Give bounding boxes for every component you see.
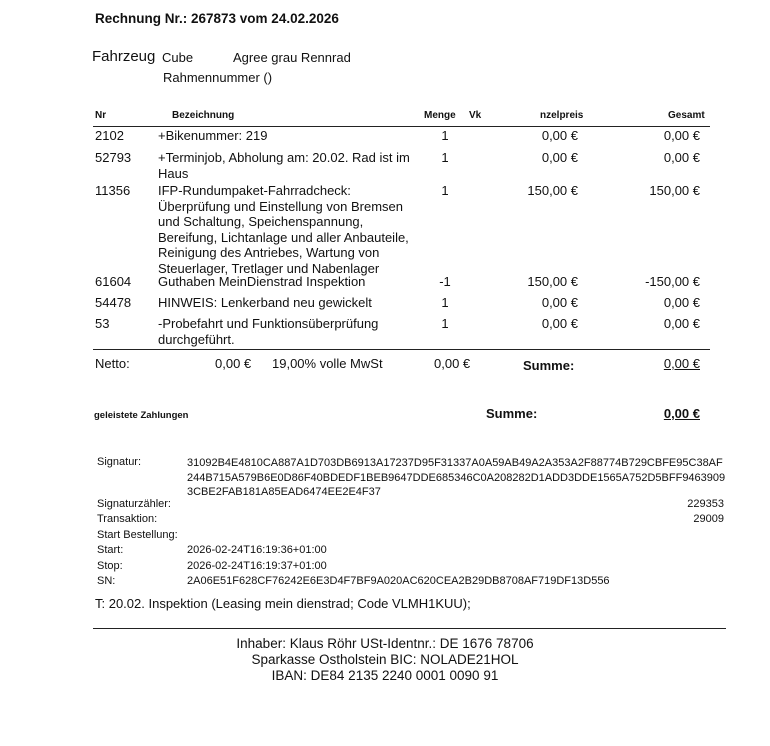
col-header-nr: Nr: [95, 110, 107, 121]
footer-divider: [93, 628, 726, 629]
row-nr: 53: [95, 316, 110, 331]
row-price: 0,00 €: [541, 295, 578, 310]
order-start-label: Start Bestellung:: [97, 529, 178, 541]
netto-value: 0,00 €: [215, 356, 252, 371]
col-header-total: Gesamt: [668, 110, 705, 121]
sn-value: 2A06E51F628CF76242E6E3D4F7BF9A020AC620CEA2B29DB8708AF719DF13D556: [187, 575, 610, 587]
row-nr: 11356: [95, 183, 131, 198]
row-total: 0,00 €: [663, 150, 700, 165]
row-price: 0,00 €: [541, 316, 578, 331]
row-qty: 1: [441, 295, 449, 310]
tax-value: 0,00 €: [434, 356, 471, 371]
row-nr: 52793: [95, 150, 132, 165]
footer-bank: Sparkasse Ostholstein BIC: NOLADE21HOL: [251, 652, 519, 667]
signature-counter-label: Signaturzähler:: [97, 498, 171, 510]
row-price: 150,00 €: [527, 183, 578, 198]
row-qty: -1: [439, 274, 451, 289]
row-price: 0,00 €: [541, 128, 578, 143]
vehicle-label: Fahrzeug: [92, 48, 156, 65]
transaction-label: Transaktion:: [97, 513, 158, 525]
vehicle-model: Agree grau Rennrad: [233, 50, 351, 65]
sum-label: Summe:: [523, 358, 575, 373]
row-nr: 61604: [95, 274, 132, 289]
row-desc: +Terminjob, Abholung am: 20.02. Rad ist im Haus: [158, 150, 410, 181]
footer-iban: IBAN: DE84 2135 2240 0001 0090 91: [271, 668, 499, 683]
row-desc: IFP-Rundumpaket-Fahrradcheck: Überprüfung und Einstellung von Bremsen und Schaltung, Speichenspannung, Bereifung, Lichtanlage und aller Anbauteile, Reinigung des Antriebes, Wartung von Steuerlager, Tretlager und Nabenlager: [158, 183, 409, 276]
col-header-desc: Bezeichnung: [172, 110, 235, 121]
col-header-qty: Menge: [424, 110, 456, 121]
start-label: Start:: [97, 544, 124, 556]
payments-sum-label: Summe:: [486, 406, 538, 421]
row-qty: 1: [441, 150, 449, 165]
sum-value: 0,00 €: [663, 356, 700, 371]
col-header-price: nzelpreis: [540, 110, 584, 121]
row-desc: HINWEIS: Lenkerband neu gewickelt: [158, 295, 372, 310]
row-desc: -Probefahrt und Funktionsüberprüfung durchgeführt.: [158, 316, 379, 347]
row-nr: 2102: [95, 128, 124, 143]
vehicle-frame-number: Rahmennummer (): [163, 70, 273, 85]
transaction-value: 29009: [693, 513, 724, 525]
sn-label: SN:: [97, 575, 116, 587]
signature-counter-value: 229353: [687, 498, 724, 510]
row-total: 150,00 €: [649, 183, 700, 198]
start-value: 2026-02-24T16:19:36+01:00: [187, 544, 327, 556]
stop-label: Stop:: [97, 560, 123, 572]
row-qty: 1: [441, 128, 449, 143]
invoice-title: Rechnung Nr.: 267873 vom 24.02.2026: [95, 11, 339, 26]
row-qty: 1: [441, 316, 449, 331]
leasing-note: T: 20.02. Inspektion (Leasing mein dienstrad; Code VLMH1KUU);: [95, 596, 471, 611]
row-total: -150,00 €: [645, 274, 700, 289]
payments-sum-value: 0,00 €: [663, 406, 700, 421]
row-nr: 54478: [95, 295, 132, 310]
footer-owner: Inhaber: Klaus Röhr USt-Identnr.: DE 1676 78706: [236, 636, 534, 651]
row-desc: +Bikenummer: 219: [158, 128, 268, 143]
row-qty: 1: [441, 183, 449, 198]
row-price: 150,00 €: [527, 274, 578, 289]
table-header-divider: [93, 126, 710, 127]
tax-label: 19,00% volle MwSt: [272, 356, 383, 371]
vehicle-brand: Cube: [162, 50, 194, 65]
signature-value: 31092B4E4810CA887A1D703DB6913A17237D95F31337A0A59AB49A2A353A2F88774B729CBFE95C38AF244B715A579B6E0D86F40BDEDF1BEB9647DDE685346C0A208282D1ADD3DDE1565A752D5BFF94639093CBE2FAB181A85EAD6474EE2E4F37: [187, 457, 726, 498]
row-desc: Guthaben MeinDienstrad Inspektion: [158, 274, 366, 289]
netto-label: Netto:: [95, 356, 130, 371]
row-price: 0,00 €: [541, 150, 578, 165]
col-header-vk: Vk: [469, 110, 482, 121]
payments-label: geleistete Zahlungen: [94, 410, 189, 421]
table-bottom-divider: [93, 349, 710, 350]
row-total: 0,00 €: [663, 295, 700, 310]
signature-label: Signatur:: [97, 456, 142, 468]
row-total: 0,00 €: [663, 316, 700, 331]
row-total: 0,00 €: [663, 128, 700, 143]
stop-value: 2026-02-24T16:19:37+01:00: [187, 560, 327, 572]
